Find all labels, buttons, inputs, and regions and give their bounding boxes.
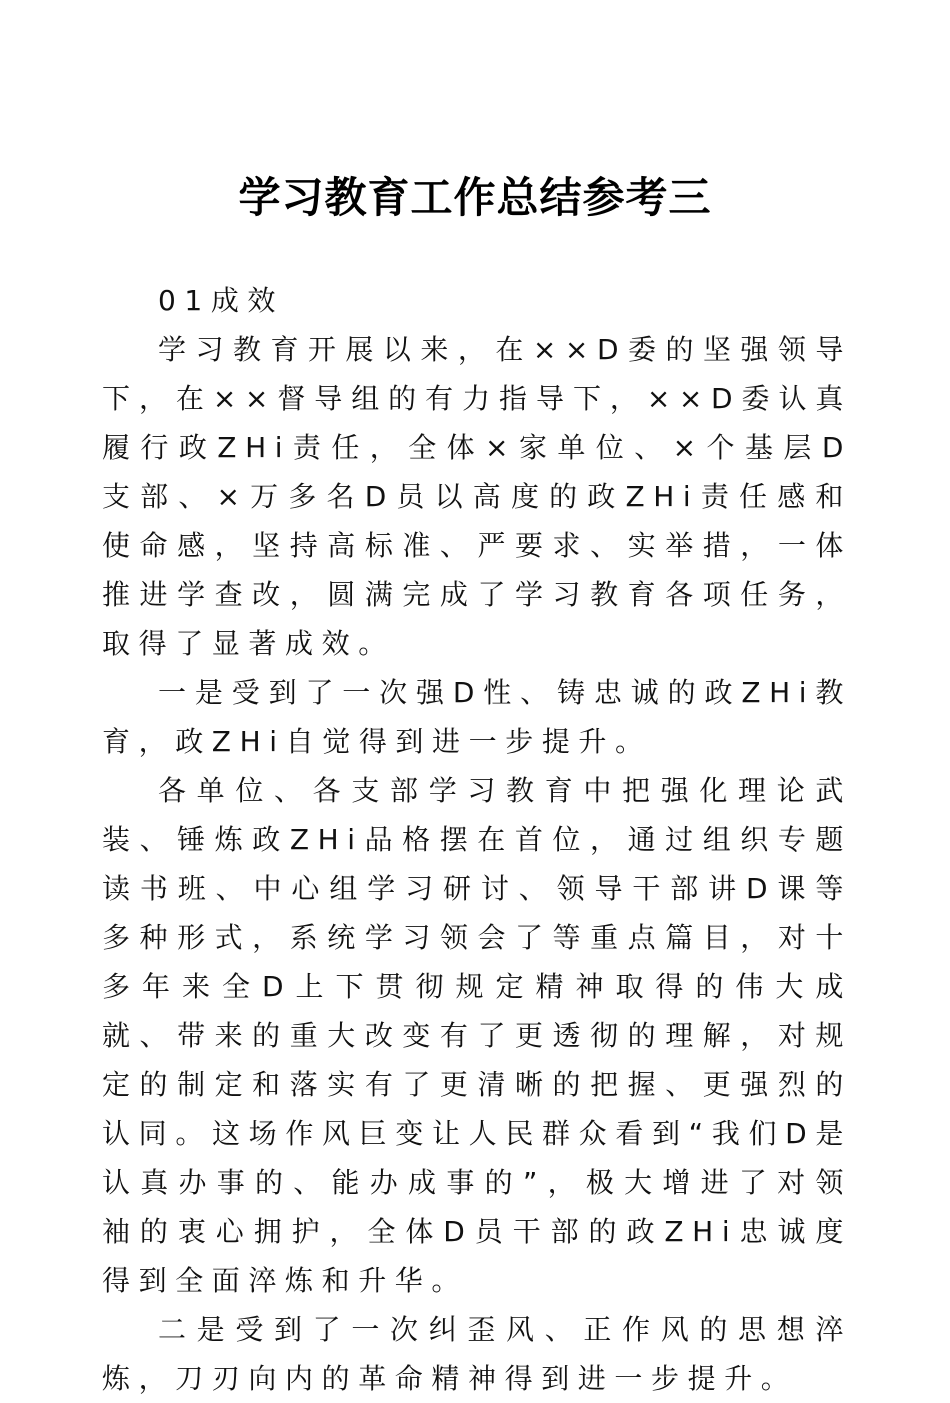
section-heading: 01成效 (158, 284, 285, 317)
document-title: 学习教育工作总结参考三 (238, 173, 712, 222)
paragraph: 学习教育开展以来，在××D委的坚强领导下，在××督导组的有力指导下，××D委认真履行政ZHi责任，全体×家单位、×个基层D支部、×万多名D员以高度的政ZHi责任感和使命感，坚持高标准、严要求、实举措，一体推进学查改，圆满完成了学习教育各项任务，取得了显著成效。 (102, 333, 852, 660)
paragraph: 二是受到了一次纠歪风、正作风的思想淬炼，刀刃向内的革命精神得到进一步提升。 (102, 1313, 852, 1395)
paragraph: 各单位、各支部学习教育中把强化理论武装、锤炼政ZHi品格摆在首位，通过组织专题读书班、中心组学习研讨、领导干部讲D课等多种形式，系统学习领会了等重点篇目，对十多年来全D上下贯彻规定精神取得的伟大成就、带来的重大改变有了更透彻的理解，对规定的制定和落实有了更清晰的把握、更强烈的认同。这场作风巨变让人民群众看到“我们D是认真办事的、能办成事的”，极大增进了对领袖的衷心拥护，全体D员干部的政ZHi忠诚度得到全面淬炼和升华。 (102, 774, 852, 1297)
document-body (102, 276, 852, 1403)
paragraph: 一是受到了一次强D性、铸忠诚的政ZHi教育，政ZHi自觉得到进一步提升。 (102, 676, 852, 758)
